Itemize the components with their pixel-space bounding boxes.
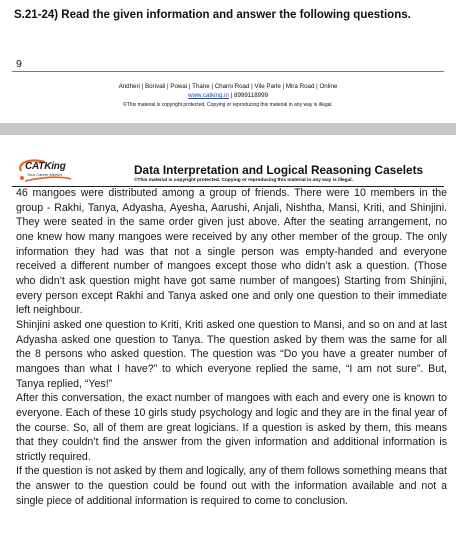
footer-locations: Andheri | Borivali | Powai | Thane | Charni Road | Vile Parle | Mira Road | Online	[118, 83, 338, 90]
section-heading: S.21-24) Read the given information and answer the following questions.	[14, 9, 411, 21]
page-number: 9	[16, 58, 22, 70]
footer-separator: |	[228, 92, 235, 100]
document-copyright-note: ©This material is copyright protected. Copying or reproducing this material in any way is illegal.	[134, 178, 353, 183]
document-title: Data Interpretation and Logical Reasoning Caselets	[134, 163, 424, 177]
footer-contact	[0, 91, 456, 100]
paragraph: Shinjini asked one question to Kriti, Kriti asked one question to Mansi, and so on and at last Adyasha asked one question to Tanya. The question asked by them was the same for all the 8 persons who asked question. The question was “Do you have a greater number of mangoes than what I have?” to which everyone replied the same, “I am not sure”. But, Tanya replied, “Yes!”	[16, 318, 447, 390]
website-link[interactable]: www.catking.in	[188, 92, 229, 100]
catking-logo	[15, 159, 73, 189]
paragraph: If the question is not asked by them and logically, any of them follows something means that the answer to the question could be found out with the information available and not a single piece of additional information is required to come to conclusion.	[16, 465, 447, 507]
paragraph: 46 mangoes were distributed among a group of friends. There were 10 members in the group - Rakhi, Tanya, Adyasha, Ayesha, Aarushi, Anjali, Nishtha, Mansi, Kriti, and Shinjini. They were seated in the same order given just above. After the seating arrangement, no one knew how many mangoes were received by any other member of the group. The only information they had was that not a single person was empty-handed and everyone received a different number of mangoes except those who didn’t ask a question. (Those who didn’t ask question might have got same number of mangoes) Starting from Shinjini, every person except Rakhi and Tanya asked one and only one question to their immediate left neighbour.	[16, 187, 447, 317]
paragraph: After this conversation, the exact number of mangoes with each and every one is known to everyone. Each of these 10 girls study psychology and logic and they are in the final year of the course. So, all of them are great logicians. If a question is asked by them, this means that they couldn’t find the answer from the given information and additional information is strictly required.	[16, 392, 447, 463]
logo-brand-text: CATKing	[25, 161, 66, 172]
footer-divider	[12, 71, 444, 72]
footer-copyright: ©This material is copyright protected. Copying or reproducing this material in any way is illegal.	[123, 101, 333, 108]
page-separator-band	[0, 123, 456, 135]
logo-tagline: Your Career Mentor	[27, 172, 62, 177]
page-footer	[0, 82, 456, 110]
caselet-text	[16, 186, 447, 508]
phone-number: 8999118999	[234, 92, 268, 100]
